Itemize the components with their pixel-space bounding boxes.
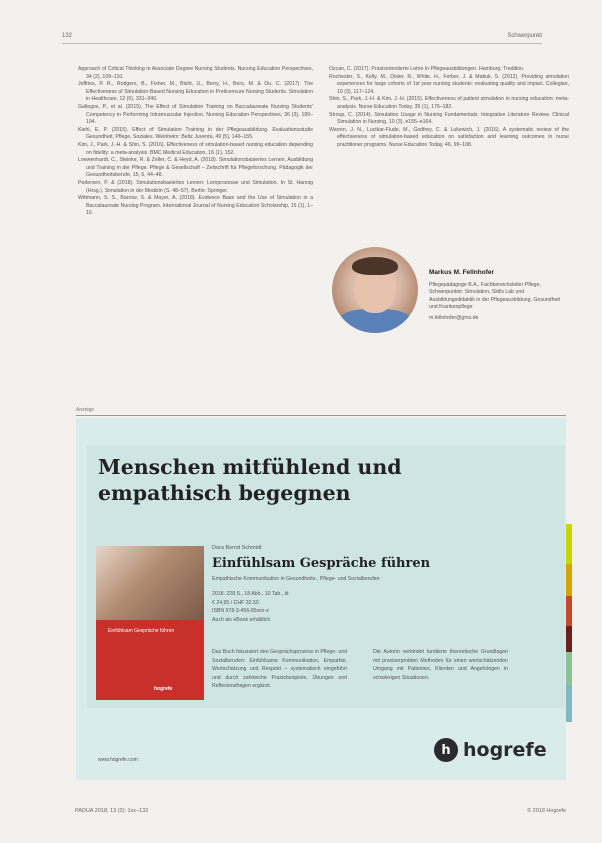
reference-item: Kim, J., Park, J.-H. & Shin, S. (2016). Effectiveness of simulation-based nursing education depending on fidelity: a meta-analysis. BMC Medical Education, 16 (1), 152. xyxy=(78,141,313,156)
hogrefe-logo-text: hogrefe xyxy=(463,739,547,761)
ad-url[interactable]: www.hogrefe.com xyxy=(98,757,138,763)
book-cover xyxy=(96,546,204,700)
color-stripe xyxy=(566,524,572,564)
reference-item: Stroup, C. (2014). Simulation Usage in Nursing Fundamentals: Integrative Literature Review. Clinical Simulation in Nursing, 10 (3), e155–e164. xyxy=(329,111,569,126)
book-description-left: Das Buch fokussiert den Gesprächsprozess in Pflege- und Sozialberufen: Einfühlsame Kommunikation, Empathie, Wertschätzung und Respekt – systematisch eingeführt und durch zahlreiche Praxisbeispiele, Übungen und Reflexionsfragen ergänzt. xyxy=(212,649,347,690)
book-meta-line: Auch als eBook erhältlich xyxy=(212,616,271,623)
color-stripe xyxy=(566,596,572,626)
hogrefe-logo[interactable] xyxy=(434,738,547,762)
reference-item: Wittmann, S. S., Barrow, S. & Mayer, A. (2018). Evidence Base and the Use of Simulation in a Baccalaureate Nursing Program. International Journal of Nursing Education Scholarship, 15 (1), 1–16. xyxy=(78,195,313,217)
reference-item: Pedersen, P. & (2018). Simulationsbasiertes Lernen: Lernprozesse und Simulation. In St. Hannig (Hrsg.), Simulation in der Medizin (S. 48–57). Berlin: Springer. xyxy=(78,179,313,194)
header-rule xyxy=(62,43,542,44)
footer-citation: PADUA 2018; 13 (2): 1xx–132 xyxy=(75,808,149,814)
book-cover-publisher: hogrefe xyxy=(154,686,173,692)
book-author: Dora Bernd Schmidt xyxy=(212,545,262,551)
color-stripe xyxy=(566,686,572,722)
reference-item: Shin, S., Park, J.-H. & Kim, J.-H. (2015). Effectiveness of patient simulation in nursing education: meta-analysis. Nurse Education Today, 35 (1), 176–182. xyxy=(329,96,569,110)
reference-item: Ozcan, C. (2017). Praxisorientierte Lehre in Pflegeausbildungen. Hamburg: Tredition. xyxy=(329,66,525,72)
author-email[interactable]: m.fellnhofer@gmx.de xyxy=(429,315,479,321)
reference-item: Kiehl, E. P. (2015). Effect of Simulation Training in der Pflegeausbildung. Evaluationsstudie Gesundheit, Pflege, Soziales. Weinheim: Beltz Juventa, 49 (5), 146–155. xyxy=(78,126,313,141)
reference-item: Approach of Critical Thinking in Associate Degree Nursing Students. Nursing Education Perspectives, 34 (2), 109–110. xyxy=(78,66,313,80)
reference-item: Rochester, S., Kelly, M., Disler, R., White, H., Forber, J. & Matiuk, S. (2012). Providing simulation experiences for large cohorts of 1st year nursing students: evaluating quality and impact. Collegian, 19 (3), 117–124. xyxy=(329,73,569,95)
book-description-right: Die Autorin verbindet fundierte theoretische Grundlagen mit praxiserprobten Methoden für einen wertschätzenden Umgang mit Patienten, Klienten und Angehörigen in schwierigen Situationen. xyxy=(373,649,508,681)
reference-item: Gallegos, P., et al. (2015). The Effect of Simulation Training on Baccalaureate Nursing Students' Competency in Performing Intramuscular Injection. Nursing Education Perspectives, 36 (3), 189–194. xyxy=(78,103,313,126)
color-stripe xyxy=(566,564,572,596)
book-meta xyxy=(212,590,289,624)
hogrefe-logo-icon: h xyxy=(434,738,458,762)
author-name: Markus M. Fellnhofer xyxy=(429,269,495,276)
reference-item: Warren, J. N., Luctkar-Flude, M., Godfrey, C. & Lukewich, J. (2016). A systematic review of the effectiveness of simulation-based education on satisfaction and learning outcomes in nurse practitioner programs. Nurse Education Today, 46, 99–108. xyxy=(329,126,569,148)
book-meta-line: ISBN 978-3-456-85xxx-x xyxy=(212,608,269,615)
book-cover-title: Einfühlsam Gespräche führen xyxy=(108,628,175,634)
references-left-column xyxy=(78,66,313,218)
ad-label: Anzeige xyxy=(76,407,95,413)
ad-rule xyxy=(76,415,566,416)
book-subtitle: Empathische Kommunikation in Gesundheits-, Pflege- und Sozialberufen xyxy=(212,576,380,582)
page-number: 132 xyxy=(62,33,73,39)
reference-item: Loewenhardt, C., Steinke, R. & Zeller, C. & Heyd, A. (2018). Simulationsbasiertes Lernen, Ausbildung und Training in der Pflege. Pflege & Gesellschaft – Zeitschrift für Pflegeforschung. Pädagogik der Gesundheitsberufe, 15, 6, 44–48. xyxy=(78,157,313,179)
ad-headline: Menschen mitfühlend und empathisch begegnen xyxy=(98,455,402,505)
book-meta-line: € 24,95 / CHF 32.50 xyxy=(212,599,259,606)
photo-hair xyxy=(352,257,398,275)
author-photo xyxy=(332,247,418,333)
author-bio: Pflegepädagoge B.A., Fachbereichsleiter Pflege, Schwerpunkte: Simulation, Skills Lab und Ausbildungsdidaktik in der Pflegeausbildung, Gesundheit und Krankenpflege xyxy=(429,282,560,311)
book-cover-photo xyxy=(96,546,204,620)
footer-copyright: © 2018 Hogrefe xyxy=(527,808,566,814)
book-title: Einfühlsam Gespräche führen xyxy=(212,556,431,571)
book-meta-line: 2018. 228 S., 18 Abb., 10 Tab., kt xyxy=(212,591,289,597)
color-stripe xyxy=(566,652,572,686)
references-right-column xyxy=(329,66,569,150)
color-stripe xyxy=(566,626,572,652)
section-label: Schwerpunkt xyxy=(507,33,542,39)
reference-item: Jeffries, P. R., Rodgers, B., Fisher, M., Bisht, U., Berry, H., Bers, M. & Ou, C. (2017). The Effectiveness of Simulation-Based Nursing Education in Prelicensure Nursing Students. Simulation in Healthcare, 12 (6), 331–340. xyxy=(78,81,313,103)
